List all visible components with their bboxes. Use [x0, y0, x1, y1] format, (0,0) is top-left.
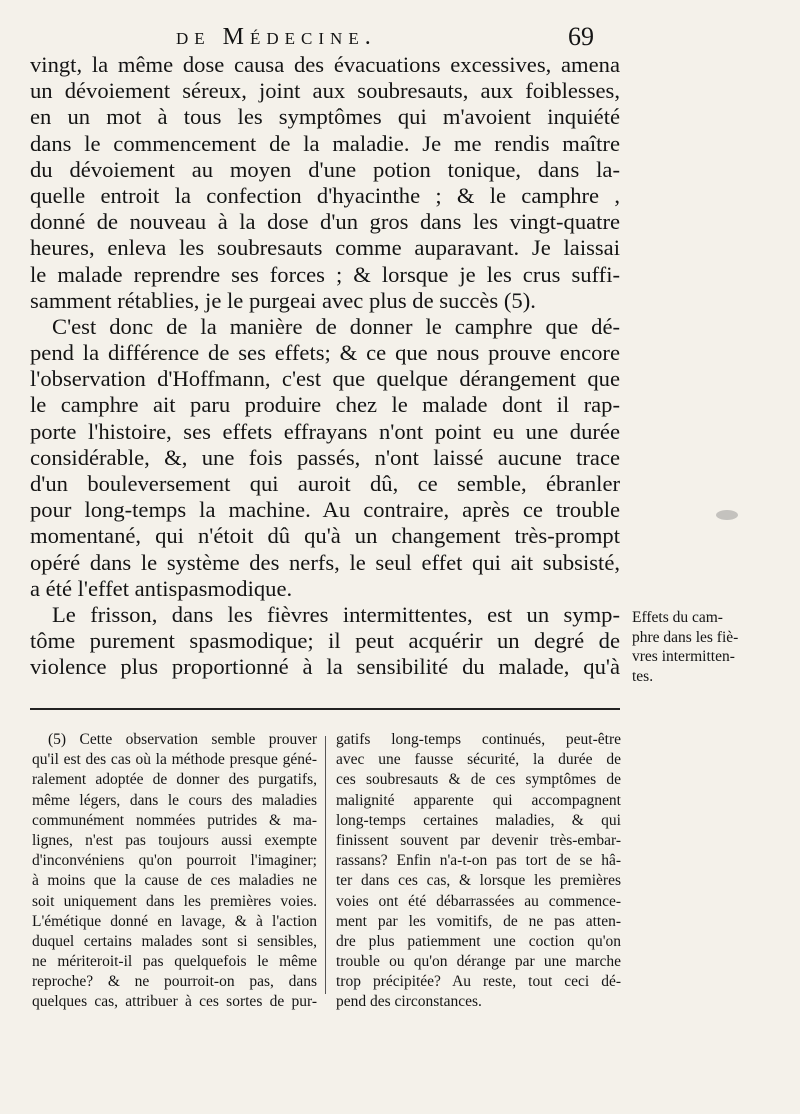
footnote-line: reproche? & ne pourroit-on pas, dans [32, 973, 317, 991]
text-line: dans le commencement de la maladie. Je me rendis maître [30, 130, 620, 156]
text-line: violence plus proportionné à la sensibilité du malade, qu'à [30, 654, 620, 680]
footnote-line: communément nommées putrides & ma- [32, 811, 317, 829]
footnote-line: avec une fausse sécurité, la durée de [336, 751, 621, 769]
margin-note-line: tes. [632, 667, 654, 685]
main-text [30, 52, 620, 681]
footnote-line: même légers, dans le cours des maladies [32, 791, 317, 809]
text-line: a été l'effet antispasmodique. [30, 575, 293, 601]
text-line: d'un bouleversement qui auroit dû, ce semble, ébranler [30, 471, 620, 496]
text-line: samment rétablies, je le purgeai avec plus de succès (5). [30, 287, 536, 313]
margin-note-line: Effets du cam- [632, 609, 723, 626]
text-line: momentané, qui n'étoit dû qu'à un changement très-prompt [30, 523, 620, 549]
footnote-line: d'inconvéniens qu'on pourroit l'imaginer; [32, 852, 317, 870]
footnote-line: gatifs long-temps continués, peut-être [336, 731, 621, 748]
footnote-line: duquel certains malades sont si sensibles, [32, 932, 317, 950]
text-line: pend la différence de ses effets; & ce que nous prouve encore [30, 340, 620, 366]
running-title: de Médecine. [176, 24, 377, 50]
text-line: opéré dans le système des nerfs, le seul effet qui ait subsisté, [30, 549, 620, 575]
text-line: tôme purement spasmodique; il peut acquérir un degré de [30, 628, 620, 654]
footnote-line: long-temps certaines maladies, & qui [336, 811, 621, 829]
footnote-line: L'émétique donné en lavage, & à l'action [32, 912, 317, 930]
text-line: le malade reprendre ses forces ; & lorsque je les crus suffi- [30, 261, 620, 287]
footnote-line: (5) Cette observation semble prouver [48, 731, 317, 748]
footnote-line: quelques cas, attribuer à ces sortes de pur- [32, 993, 317, 1011]
footnote-line: à moins que la cause de ces maladies ne [32, 872, 317, 890]
footnote-line: malignité apparente qui accompagnent [336, 791, 621, 809]
margin-note [632, 608, 792, 686]
footnote-line: ter dans ces cas, & lorsque les premières [336, 872, 621, 890]
text-line: en un mot à tous les symptômes qui m'avoient inquiété [30, 104, 620, 130]
footnote-right-column [336, 730, 621, 1013]
text-line: vingt, la même dose causa des évacuations excessives, amena [30, 52, 620, 77]
footnote-line: lignes, n'est pas toujours aussi exempte [32, 831, 317, 849]
text-line: donné de nouveau à la dose d'un gros dans les vingt-quatre [30, 209, 620, 235]
footnote-line: rassans? Enfin n'a-t-on pas tort de se hâ- [336, 852, 621, 870]
text-line: heures, enleva les soubresauts comme auparavant. Je laissai [30, 235, 620, 261]
page-number: 69 [568, 22, 594, 51]
margin-note-line: phre dans les fiè- [632, 628, 739, 646]
text-line: quelle entroit la confection d'hyacinthe ; & le camphre , [30, 182, 620, 208]
footnote-left-column [32, 730, 317, 1013]
footnote-column-divider [325, 736, 326, 994]
footnote-line: qu'il est des cas où la méthode presque géné- [32, 751, 317, 769]
text-line: pour long-temps la machine. Au contraire, après ce trouble [30, 497, 620, 523]
text-line: Le frisson, dans les fièvres intermittentes, est un symp- [52, 601, 620, 627]
footnote-line: ralement adoptée de donner des purgatifs, [32, 771, 317, 789]
footnote-line: voies ont été débarrassées au commence- [336, 892, 621, 910]
text-line: considérable, &, une fois passés, n'ont laissé aucune trace [30, 444, 620, 470]
ink-blot [716, 510, 738, 520]
footnote-line: soit uniquement dans les premières voies. [32, 892, 317, 910]
text-line: du dévoiement au moyen d'une potion tonique, dans la- [30, 156, 620, 182]
text-line: porte l'histoire, ses effets effrayans n'ont point eu une durée [30, 418, 620, 444]
footnote-line: dre plus patiemment une coction qu'on [336, 932, 621, 950]
footnote-line: trop précipitée? Au reste, tout ceci dé- [336, 973, 621, 991]
text-line: le camphre ait paru produire chez le malade dont il rap- [30, 392, 620, 418]
footnote-line: trouble ou qu'on dérange par une marche [336, 953, 621, 971]
footnote-line: pend des circonstances. [336, 993, 482, 1011]
text-line: un dévoiement séreux, joint aux soubresauts, aux foiblesses, [30, 78, 620, 104]
footnote-line: ne mériteroit-il pas quelquefois le même [32, 953, 317, 971]
text-line: l'observation d'Hoffmann, c'est que quelque dérangement que [30, 366, 620, 392]
footnote-line: ces soubresauts & de ces symptômes de [336, 771, 621, 789]
footnote-separator-rule [30, 708, 620, 710]
margin-note-line: vres intermitten- [632, 648, 735, 665]
footnote-line: finissent souvent par devenir très-embar- [336, 831, 621, 849]
text-line: C'est donc de la manière de donner le camphre que dé- [52, 313, 620, 339]
footnote-line: ment par les vomitifs, de ne pas atten- [336, 912, 621, 930]
